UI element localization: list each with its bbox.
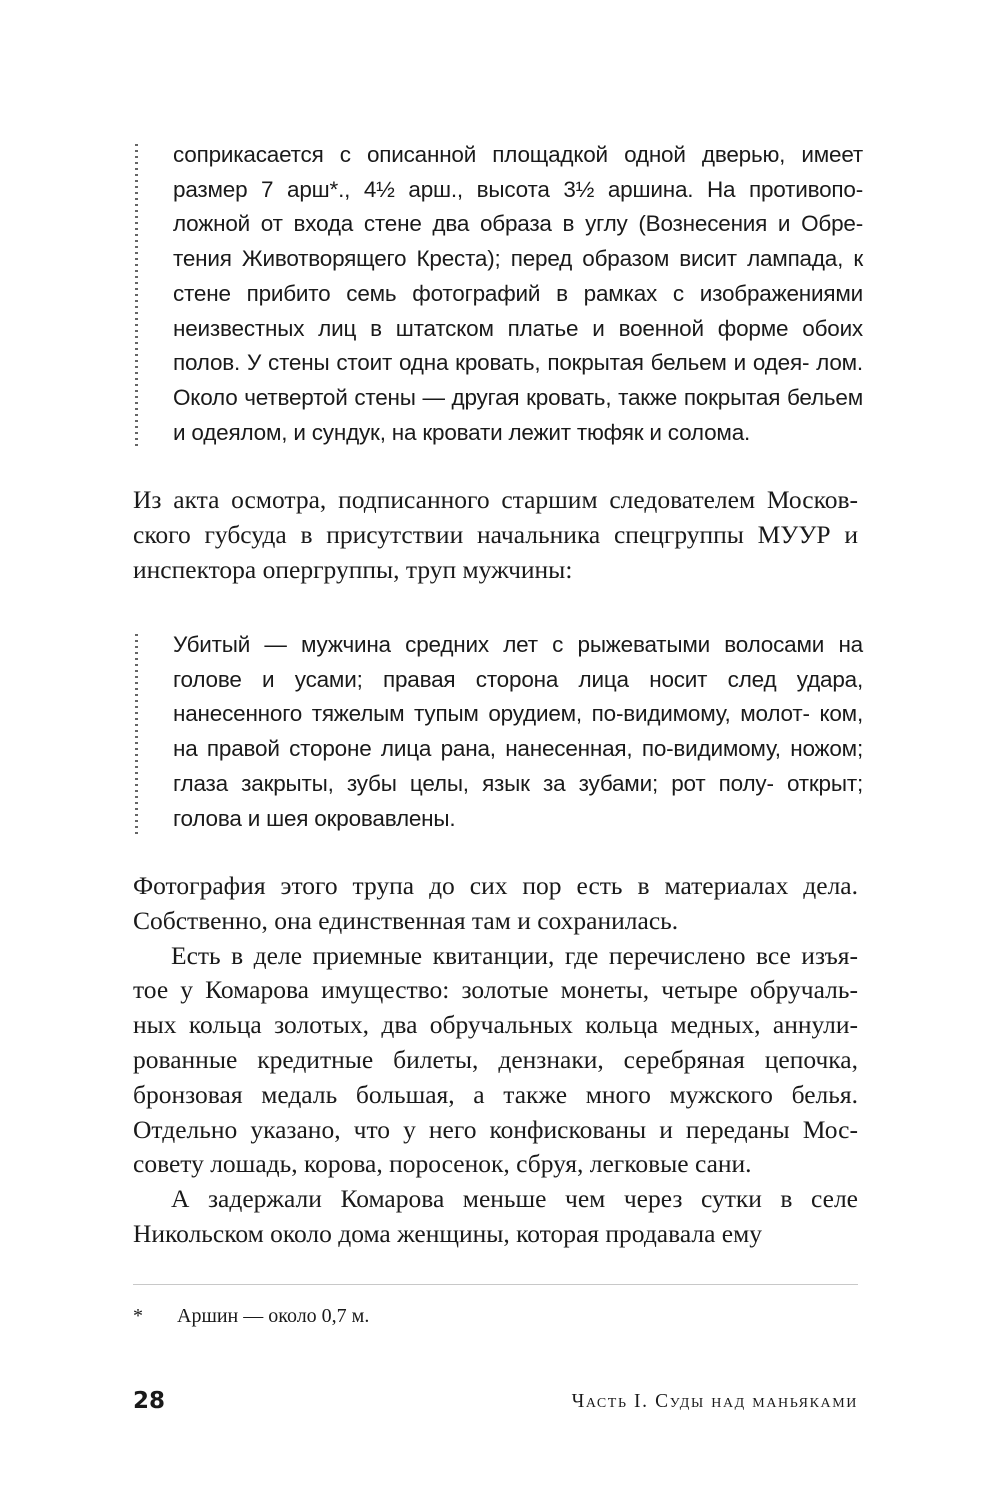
quote-line: бельем и одеялом, и сундук, на кровати лежит тюфяк и солома.	[173, 384, 863, 445]
paragraph	[133, 939, 858, 1183]
quote-line: нанесенного тяжелым тупым орудием, по-видимому, молот-	[173, 701, 810, 727]
text-line: ных кольца золотых, два обручальных кольца медных, аннули-	[133, 1010, 858, 1040]
text-line: А задержали Комарова меньше чем через сутки в селе	[171, 1184, 858, 1214]
quote-line: размер 7 арш*., 4½ арш., высота 3½ аршина. На противопо-	[173, 176, 863, 202]
footnote-text: Аршин — около 0,7 м.	[177, 1305, 370, 1327]
text-line: тое у Комарова имущество: золотые монеты, четыре обручаль-	[133, 975, 858, 1005]
text-line: Собственно, она единственная там и сохранилась.	[133, 905, 679, 935]
page-number: 28	[133, 1388, 166, 1414]
running-head: Часть I. Суды над маньяками	[571, 1391, 858, 1412]
quote-bar	[133, 632, 141, 836]
quote-text	[173, 138, 863, 450]
quote-bar	[133, 142, 141, 450]
quote-line: на голове и усами; правая сторона лица носит след удара,	[173, 632, 863, 692]
paragraph	[133, 869, 858, 939]
quote-line: ложной от входа стене два образа в углу (Вознесения и Обре-	[173, 211, 863, 237]
quote-line: ножом; глаза закрыты, зубы целы, язык за зубами; рот полу-	[173, 736, 863, 796]
text-line: Фотография этого трупа до сих пор есть в материалах дела.	[133, 871, 858, 900]
quote-text	[173, 628, 863, 836]
main-text	[133, 869, 858, 1252]
text-line: Никольском около дома женщины, которая продавала ему	[133, 1218, 762, 1248]
quote-line: открыт; голова и шея окровавлены.	[173, 770, 863, 831]
quote-line: неизвестных лиц в штатском платье и военной форме обоих	[173, 315, 863, 341]
text-line: ского губсуда в присутствии начальника спецгруппы МУУР	[133, 519, 831, 549]
footnote	[133, 1301, 369, 1331]
quote-line: Убитый — мужчина средних лет с рыжеватыми волосами	[173, 632, 825, 657]
block-quote-body-description	[133, 628, 863, 840]
quote-line: к стене прибито семь фотографий в рамках с изображениями	[173, 246, 863, 306]
footnote-mark: *	[133, 1305, 143, 1327]
text-line: Есть в деле приемные квитанции, где перечислено все изъя-	[171, 940, 858, 970]
text-line: совету лошадь, корова, поросенок, сбруя, легковые сани.	[133, 1149, 752, 1179]
intro-paragraph	[133, 483, 858, 587]
text-line: бронзовая медаль большая, а также много мужского белья.	[133, 1079, 858, 1109]
text-line: Из акта осмотра, подписанного старшим следователем Москов-	[133, 485, 858, 514]
text-line: рованные кредитные билеты, дензнаки, серебряная цепочка,	[133, 1044, 858, 1074]
quote-line: соприкасается с описанной площадкой одной дверью, имеет	[173, 142, 863, 167]
quote-line: полов. У стены стоит одна кровать, покрытая бельем и одея-	[173, 350, 810, 376]
paragraph	[133, 1182, 858, 1252]
quote-line: лом. Около четвертой стены — другая кровать, также покрытая	[173, 350, 863, 410]
quote-line: тения Животворящего Креста); перед образом висит лампада,	[173, 246, 844, 272]
quote-line: ком, на правой стороне лица рана, нанесенная, по-видимому,	[173, 701, 863, 762]
footnote-divider	[133, 1284, 858, 1285]
block-quote-room-description	[133, 138, 863, 454]
text-line: Отдельно указано, что у него конфискованы и переданы Мос-	[133, 1114, 858, 1144]
text-line: и инспектора опергруппы, труп мужчины:	[133, 519, 859, 584]
